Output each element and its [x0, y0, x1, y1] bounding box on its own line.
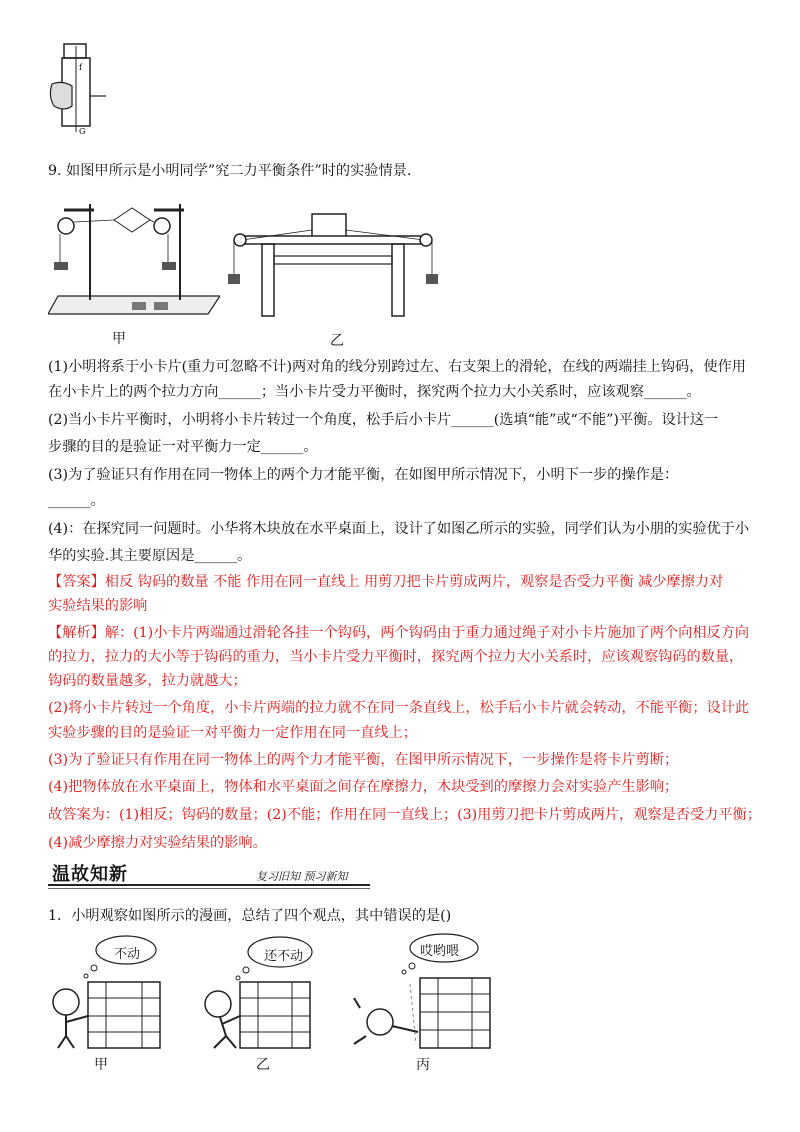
section-underline-thin: [48, 888, 370, 889]
bubble-text-yi: 还不动: [264, 949, 304, 964]
section-underline: [48, 884, 370, 886]
analysis-line-8: 故答案为：(1)相反；钩码的数量；(2)不能；作用在同一直线上；(3)用剪刀把卡片剪成两片，观察是否受力平衡；: [48, 807, 761, 823]
q9-line-7: (4)：在探究同一问题时。小华将木块放在水平桌面上，设计了如图乙所示的实验，同学们认为小朋的实验优于小: [48, 521, 750, 537]
cartoon-label-jia: 甲: [94, 1057, 108, 1073]
bubble-text-bing: 哎哟喂: [420, 944, 460, 959]
analysis-line-5: 实验步骤的目的是验证一对平衡力一定作用在同一直线上；: [48, 725, 417, 741]
q1-title: 1．小明观察如图所示的漫画，总结了四个观点，其中错误的是(): [48, 908, 452, 924]
hand-bottle-figure: [46, 40, 116, 136]
cartoon-label-yi: 乙: [256, 1057, 270, 1073]
q9-line-5: (3)为了验证只有作用在同一物体上的两个力才能平衡，在如图甲所示情况下，小明下一步的操作是：: [48, 467, 679, 483]
q9-line-8: 华的实验.其主要原因是______。: [48, 548, 252, 564]
cartoon-label-bing: 丙: [416, 1057, 430, 1073]
section-title: 温故知新: [52, 864, 128, 885]
cartoon-jia: [46, 932, 164, 1050]
section-header: [48, 858, 370, 890]
q9-line-2: 在小卡片上的两个拉力方向______；当小卡片受力平衡时，探究两个拉力大小关系时，应该观察______。: [48, 384, 701, 400]
analysis-line-1: 【解析】解：(1)小卡片两端通过滑轮各挂一个钩码，两个钩码由于重力通过绳子对小卡片施加了两个向相反方向: [48, 625, 750, 641]
q9-line-6: ______。: [48, 493, 105, 509]
fig-label-jia: 甲: [112, 331, 126, 347]
answer-line-1: 【答案】相反 钩码的数量 不能 作用在同一直线上 用剪刀把卡片剪成两片，观察是否受力平衡 减少摩擦力对: [48, 574, 724, 590]
analysis-line-4: (2)将小卡片转过一个角度，小卡片两端的拉力就不在同一条直线上，松手后小卡片就会转动，不能平衡；设计此: [48, 700, 750, 716]
analysis-line-7: (4)把物体放在水平桌面上，物体和水平桌面之间存在摩擦力，木块受到的摩擦力会对实验产生影响；: [48, 779, 679, 795]
analysis-line-3: 钩码的数量越多，拉力就越大；: [48, 673, 247, 689]
svg-text:G: G: [79, 127, 86, 136]
analysis-line-9: (4)减少摩擦力对实验结果的影响。: [48, 835, 267, 851]
fig-label-yi: 乙: [330, 333, 344, 349]
analysis-line-2: 的拉力，拉力的大小等于钩码的重力，当小卡片受力平衡时，探究两个拉力大小关系时，应该观察钩码的数量，: [48, 649, 744, 665]
q9-line-1: (1)小明将系于小卡片(重力可忽略不计)两对角的线分别跨过左、右支架上的滑轮，在线的两端挂上钩码，使作用: [48, 359, 746, 375]
analysis-line-6: (3)为了验证只有作用在同一物体上的两个力才能平衡，在图甲所示情况下，一步操作是将卡片剪断；: [48, 752, 679, 768]
q9-line-3: (2)当小卡片平衡时，小明将小卡片转过一个角度，松手后小卡片______(选填“能”或“不能”)平衡。设计这一: [48, 412, 719, 428]
q9-line-4: 步骤的目的是验证一对平衡力一定______。: [48, 439, 318, 455]
experiment-figure-yi: [226, 210, 448, 320]
bubble-text-jia: 不动: [114, 947, 141, 962]
svg-text:f: f: [79, 63, 82, 72]
experiment-figure-jia: [48, 196, 220, 326]
answer-line-2: 实验结果的影响: [48, 598, 148, 614]
q9-title: 9. 如图甲所示是小明同学”究二力平衡条件”时的实验情景.: [48, 163, 412, 179]
section-subtitle: 复习旧知 预习新知: [256, 870, 348, 883]
